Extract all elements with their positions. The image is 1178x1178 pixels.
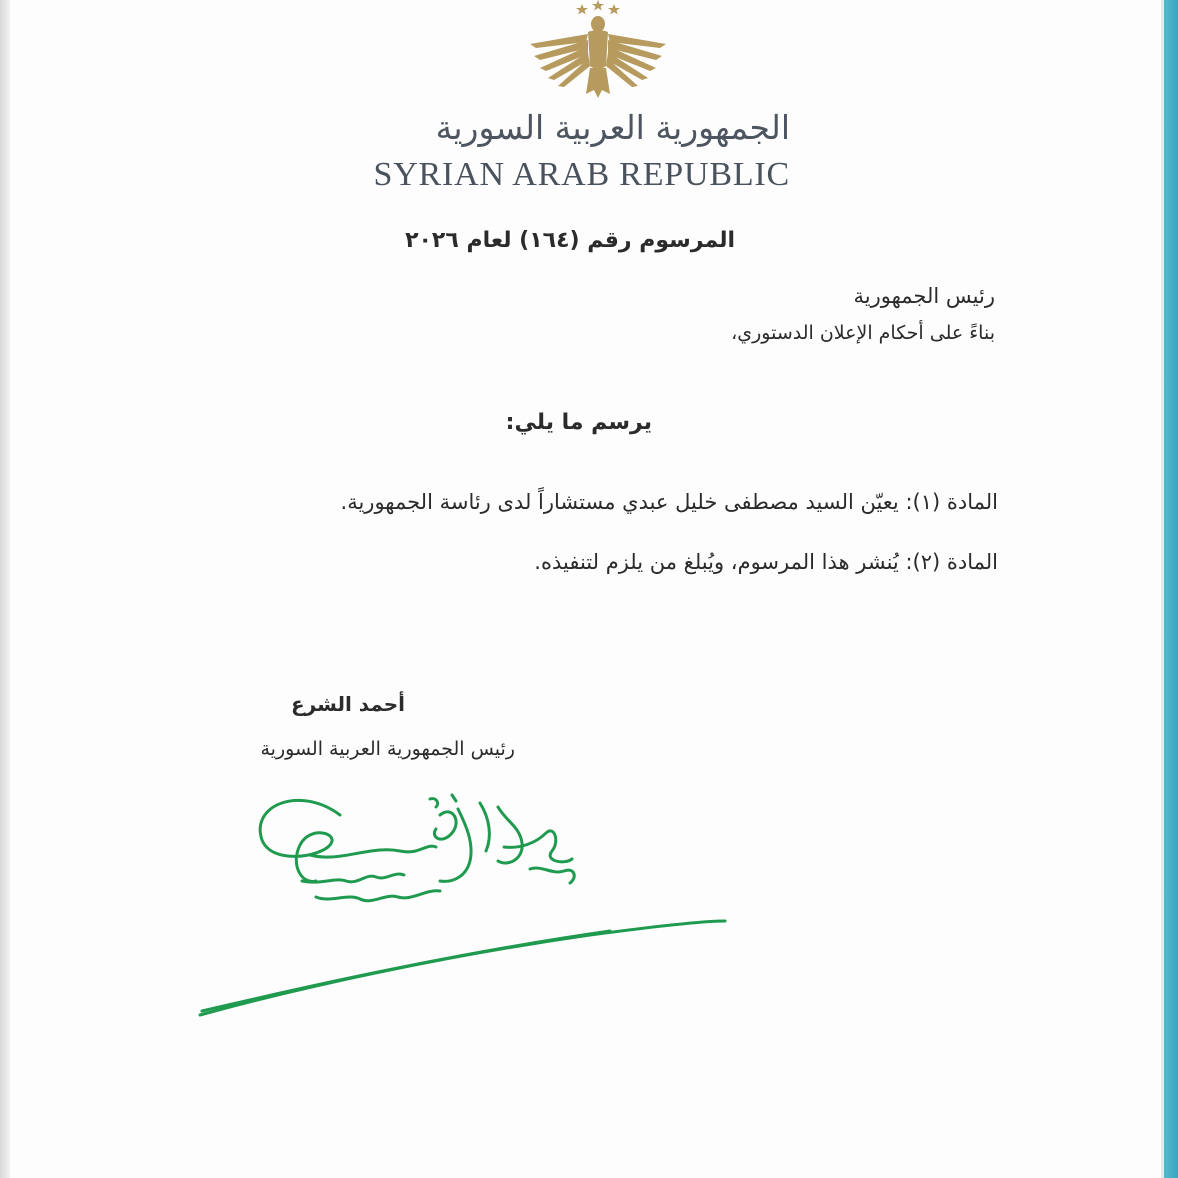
- article-1: المادة (١): يعيّن السيد مصطفى خليل عبدي مستشاراً لدى رئاسة الجمهورية.: [340, 490, 998, 514]
- signatory-name: أحمد الشرع: [290, 692, 405, 716]
- decrees-heading: يرسم ما يلي:: [505, 410, 652, 435]
- page-left-shadow: [0, 0, 10, 1178]
- state-name-english: SYRIAN ARAB REPUBLIC: [373, 156, 790, 193]
- decree-title: المرسوم رقم (١٦٤) لعام ٢٠٢٦: [405, 228, 735, 253]
- constitutional-preamble: بناءً على أحكام الإعلان الدستوري،: [731, 322, 995, 344]
- screen-frame-border: [1164, 0, 1178, 1178]
- eagle-emblem-icon: [526, 0, 670, 100]
- state-name-arabic: الجمهورية العربية السورية: [435, 108, 790, 147]
- issuer-heading: رئيس الجمهورية: [853, 284, 995, 308]
- article-2: المادة (٢): يُنشر هذا المرسوم، ويُبلغ من يلزم لتنفيذه.: [534, 550, 998, 574]
- signatory-title: رئيس الجمهورية العربية السورية: [260, 738, 515, 760]
- handwritten-signature: [190, 785, 735, 1025]
